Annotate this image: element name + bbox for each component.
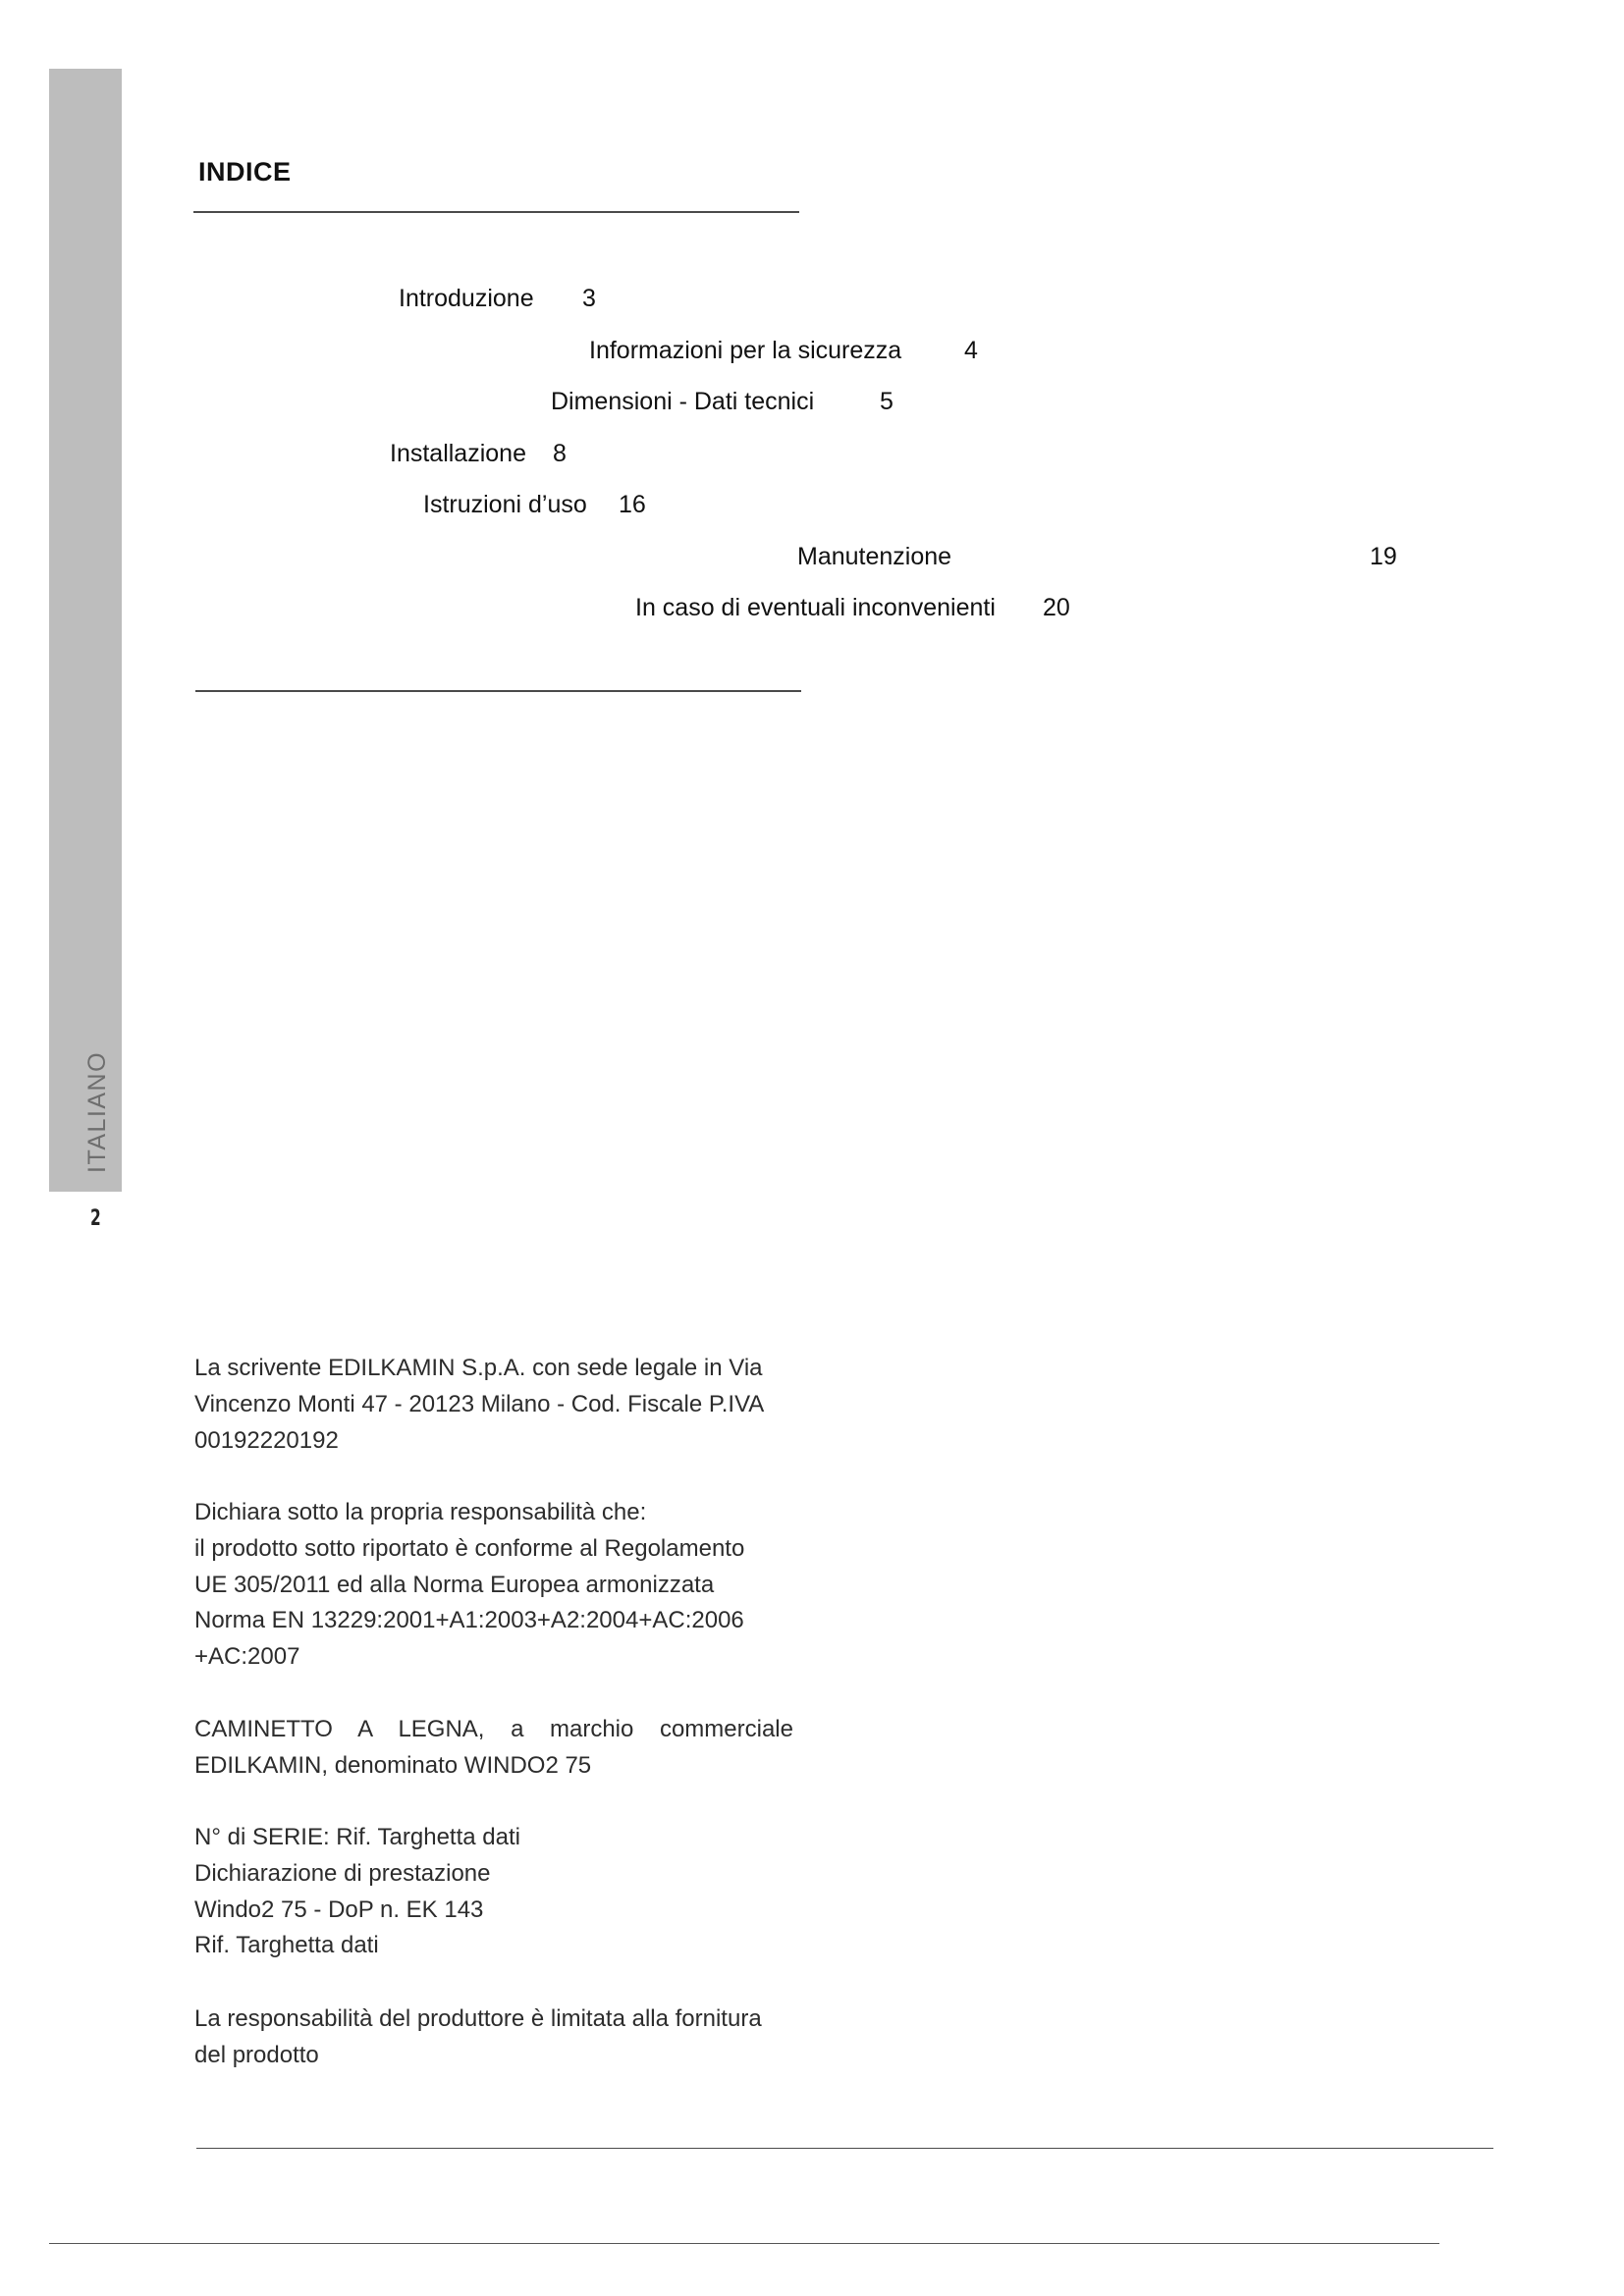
- declaration-bottom-rule: [196, 2148, 1493, 2149]
- toc-entry-label: Istruzioni d’uso: [423, 491, 587, 518]
- declaration-line: Norma EN 13229:2001+A1:2003+A2:2004+AC:2006: [194, 1607, 744, 1634]
- declaration-line: CAMINETTO A LEGNA, a marchio commerciale: [194, 1716, 793, 1742]
- index-bottom-rule: [195, 690, 801, 692]
- toc-entry-page: 8: [553, 440, 567, 467]
- toc-entry-label: In caso di eventuali inconvenienti: [635, 594, 996, 621]
- declaration-line: Windo2 75 - DoP n. EK 143: [194, 1896, 484, 1923]
- declaration-line: 00192220192: [194, 1426, 339, 1454]
- index-title: INDICE: [198, 157, 292, 187]
- toc-entry-page: 20: [1043, 594, 1070, 621]
- index-top-rule: [193, 211, 799, 213]
- toc-entry-page: 5: [880, 388, 893, 415]
- declaration-line: del prodotto: [194, 2041, 319, 2068]
- language-label: ITALIANO: [83, 1050, 111, 1173]
- declaration-company-paragraph: [194, 1351, 795, 1459]
- declaration-line: Rif. Targhetta dati: [194, 1932, 379, 1959]
- declaration-line: La responsabilità del produttore è limitata alla fornitura: [194, 2005, 762, 2032]
- declaration-line: N° di SERIE: Rif. Targhetta dati: [194, 1824, 520, 1850]
- declaration-line: La scrivente EDILKAMIN S.p.A. con sede legale in Via: [194, 1355, 763, 1381]
- declaration-serial-paragraph: [194, 1820, 795, 1964]
- toc-entry-label: Introduzione: [399, 285, 534, 312]
- toc-entry-page: 19: [1370, 543, 1397, 570]
- declaration-line: il prodotto sotto riportato è conforme al Regolamento: [194, 1534, 745, 1562]
- toc-entry-label: Manutenzione: [797, 543, 952, 570]
- declaration-statement-paragraph: [194, 1495, 795, 1676]
- page-footer-rule: [49, 2243, 1439, 2244]
- page-number: 2: [90, 1206, 101, 1231]
- declaration-line: Dichiara sotto la propria responsabilità che:: [194, 1499, 647, 1525]
- toc-entry-label: Informazioni per la sicurezza: [589, 337, 902, 364]
- declaration-line: Dichiarazione di prestazione: [194, 1859, 491, 1887]
- declaration-product-paragraph: [194, 1712, 793, 1785]
- toc-entry-page: 4: [964, 337, 978, 364]
- declaration-liability-paragraph: [194, 2002, 795, 2074]
- declaration-line: +AC:2007: [194, 1643, 300, 1671]
- declaration-line: Vincenzo Monti 47 - 20123 Milano - Cod. Fiscale P.IVA: [194, 1390, 765, 1417]
- declaration-line: EDILKAMIN, denominato WINDO2 75: [194, 1751, 592, 1779]
- toc-entry-page: 3: [582, 285, 596, 312]
- toc-entry-page: 16: [619, 491, 646, 518]
- toc-entry-label: Dimensioni - Dati tecnici: [551, 388, 815, 415]
- language-sidebar-band: [49, 69, 122, 1192]
- toc-entry-label: Installazione: [390, 440, 526, 467]
- declaration-line: UE 305/2011 ed alla Norma Europea armonizzata: [194, 1571, 715, 1598]
